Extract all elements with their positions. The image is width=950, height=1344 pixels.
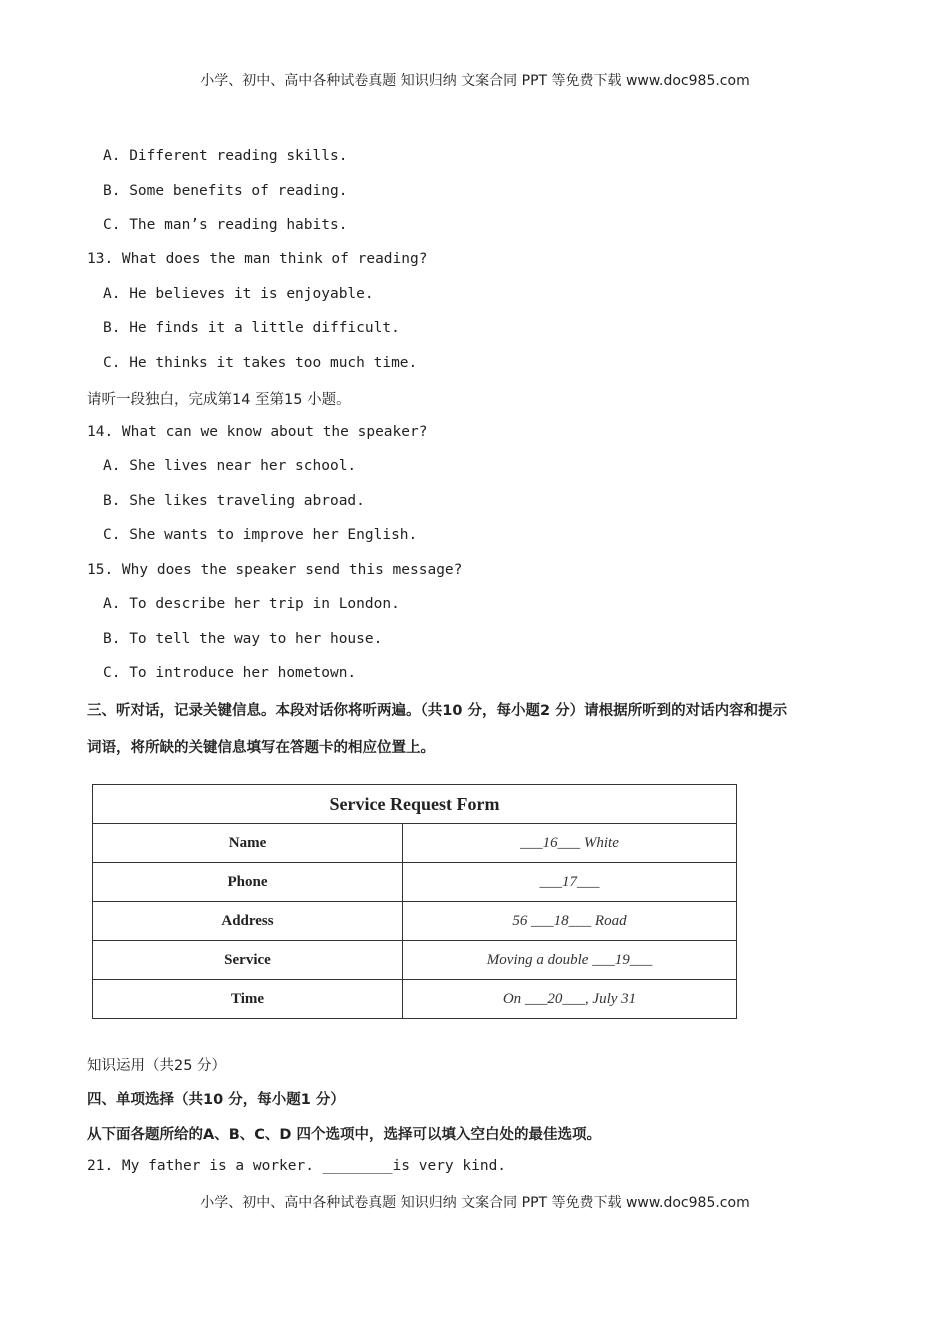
q14-option-a: A. She lives near her school. <box>103 458 357 474</box>
q15-stem: 15. Why does the speaker send this message? <box>87 562 463 578</box>
q13-stem: 13. What does the man think of reading? <box>87 251 428 267</box>
form-row-phone <box>93 863 737 902</box>
q13-option-c: C. He thinks it takes too much time. <box>103 355 418 371</box>
form-label: Name <box>93 824 403 863</box>
q12-option-a: A. Different reading skills. <box>103 148 348 164</box>
q15-option-a: A. To describe her trip in London. <box>103 596 400 612</box>
form-value: ___16___ White <box>403 824 737 863</box>
section3-line2: 词语，将所缺的关键信息填写在答题卡的相应位置上。 <box>87 740 435 756</box>
section4-instruction: 从下面各题所给的A、B、C、D 四个选项中，选择可以填入空白处的最佳选项。 <box>87 1127 601 1143</box>
page-footer: 小学、初中、高中各种试卷真题 知识归纳 文案合同 PPT 等免费下载 www.doc985.com <box>200 1195 750 1211</box>
q15-option-c: C. To introduce her hometown. <box>103 665 357 681</box>
q12-option-c: C. The man’s reading habits. <box>103 217 348 233</box>
form-label: Address <box>93 902 403 941</box>
q15-option-b: B. To tell the way to her house. <box>103 631 383 647</box>
form-label: Phone <box>93 863 403 902</box>
form-row-service <box>93 941 737 980</box>
form-value: Moving a double ___19___ <box>403 941 737 980</box>
form-row-name <box>93 824 737 863</box>
q13-option-a: A. He believes it is enjoyable. <box>103 286 374 302</box>
form-value: 56 ___18___ Road <box>403 902 737 941</box>
page-header: 小学、初中、高中各种试卷真题 知识归纳 文案合同 PPT 等免费下载 www.doc985.com <box>200 73 750 89</box>
q12-option-b: B. Some benefits of reading. <box>103 183 348 199</box>
form-title: Service Request Form <box>93 785 737 824</box>
section4-title: 四、单项选择（共10 分，每小题1 分） <box>87 1092 345 1108</box>
q21-stem: 21. My father is a worker. ________is very kind. <box>87 1158 507 1174</box>
form-row-time <box>93 980 737 1019</box>
form-value: On ___20___, July 31 <box>403 980 737 1019</box>
form-value: ___17___ <box>403 863 737 902</box>
form-label: Service <box>93 941 403 980</box>
service-request-form <box>92 784 737 1019</box>
q14-option-b: B. She likes traveling abroad. <box>103 493 365 509</box>
q14-option-c: C. She wants to improve her English. <box>103 527 418 543</box>
q14-stem: 14. What can we know about the speaker? <box>87 424 428 440</box>
section3-line1: 三、听对话，记录关键信息。本段对话你将听两遍。（共10 分，每小题2 分）请根据所听到的对话内容和提示 <box>87 703 788 719</box>
monologue-instruction: 请听一段独白，完成第14 至第15 小题。 <box>87 392 351 408</box>
q13-option-b: B. He finds it a little difficult. <box>103 320 400 336</box>
form-label: Time <box>93 980 403 1019</box>
knowledge-title: 知识运用（共25 分） <box>87 1058 227 1074</box>
form-row-address <box>93 902 737 941</box>
